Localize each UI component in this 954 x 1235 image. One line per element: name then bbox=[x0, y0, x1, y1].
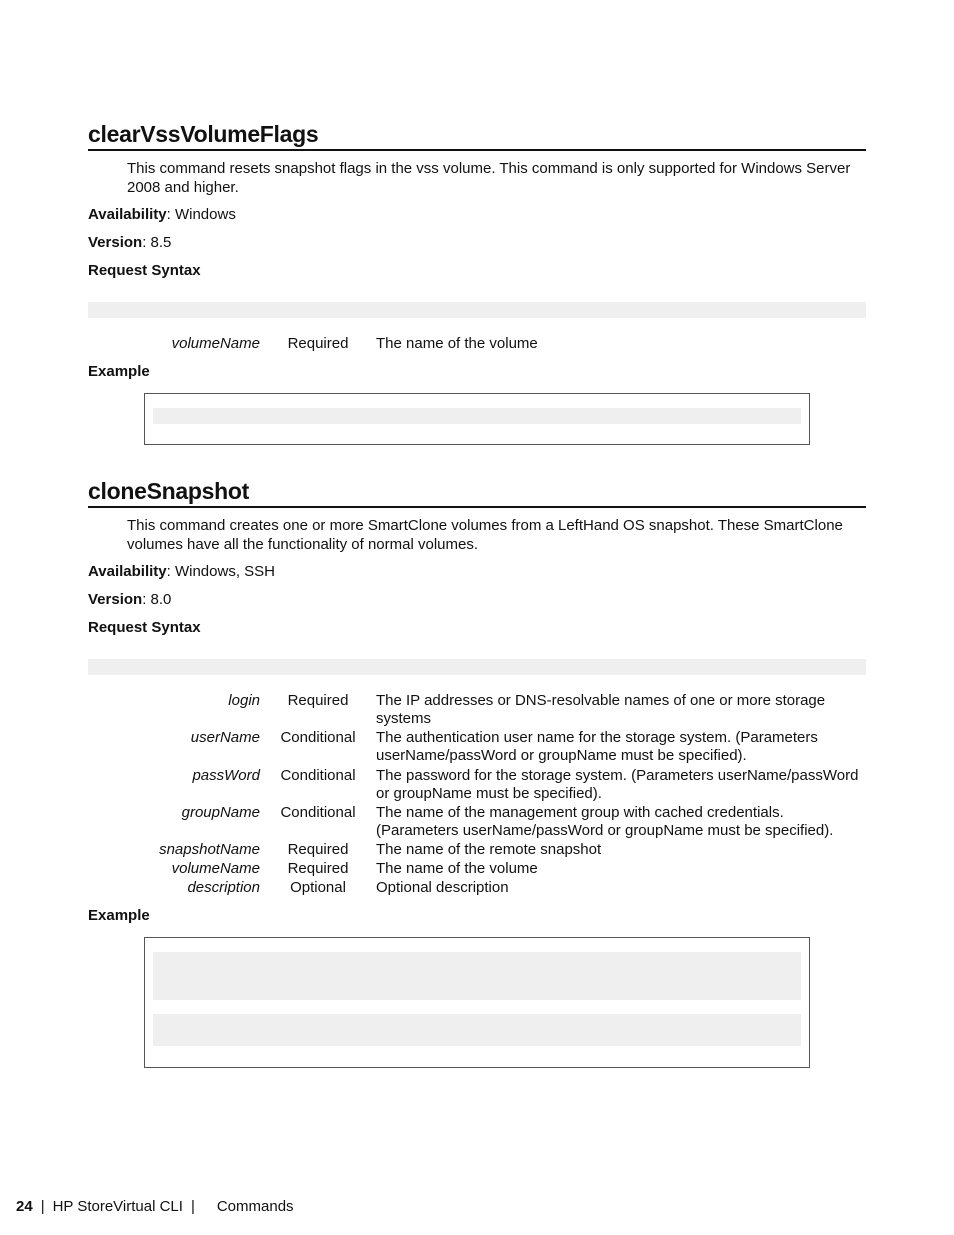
param-name: volumeName bbox=[171, 860, 260, 877]
version-value: : 8.5 bbox=[142, 234, 172, 251]
param-row bbox=[0, 692, 954, 727]
page-number: 24 bbox=[16, 1198, 33, 1215]
param-name: description bbox=[187, 879, 260, 896]
param-row bbox=[0, 729, 954, 764]
availability-value: : Windows, SSH bbox=[166, 563, 276, 580]
example-code-line bbox=[153, 1014, 801, 1046]
section-title-clonesnapshot: cloneSnapshot bbox=[88, 477, 866, 508]
param-row bbox=[0, 767, 954, 802]
request-syntax-heading: Request Syntax bbox=[88, 262, 201, 279]
param-description: The name of the volume bbox=[376, 860, 538, 877]
param-name: login bbox=[228, 692, 260, 709]
version-line bbox=[88, 233, 171, 253]
availability-value: : Windows bbox=[166, 206, 236, 223]
example-code-box bbox=[144, 393, 810, 445]
footer-divider: | bbox=[40, 1198, 45, 1215]
param-name: snapshotName bbox=[159, 841, 260, 858]
param-name: volumeName bbox=[171, 335, 260, 352]
section-description: This command creates one or more SmartClone volumes from a LeftHand OS snapshot. These SmartClone volumes have all the functionality of normal volumes. bbox=[127, 517, 843, 553]
param-name: userName bbox=[190, 729, 260, 746]
version-line bbox=[88, 590, 171, 610]
param-requirement: Conditional bbox=[280, 729, 356, 746]
page-footer bbox=[16, 1197, 294, 1217]
footer-product: HP StoreVirtual CLI bbox=[52, 1198, 183, 1215]
request-syntax-code-block bbox=[88, 659, 866, 675]
request-syntax-heading: Request Syntax bbox=[88, 619, 201, 636]
availability-label: Availability bbox=[88, 206, 167, 223]
version-label: Version bbox=[88, 591, 143, 608]
version-label: Version bbox=[88, 234, 143, 251]
param-description: The name of the management group with cached credentials. (Parameters userName/passWord or groupName must be specified). bbox=[376, 804, 834, 839]
param-requirement: Required bbox=[287, 335, 349, 352]
example-heading: Example bbox=[88, 363, 150, 380]
footer-divider: | bbox=[190, 1198, 195, 1215]
section-description: This command resets snapshot flags in the vss volume. This command is only supported for Windows Server 2008 and higher. bbox=[127, 160, 851, 196]
param-description: The IP addresses or DNS-resolvable names of one or more storage systems bbox=[376, 692, 826, 727]
param-description: The name of the volume bbox=[376, 335, 538, 352]
param-requirement: Required bbox=[287, 860, 349, 877]
param-requirement: Required bbox=[287, 692, 349, 709]
param-description: The authentication user name for the storage system. (Parameters userName/passWord or groupName must be specified). bbox=[376, 729, 818, 764]
example-code-box bbox=[144, 937, 810, 1068]
param-requirement: Conditional bbox=[280, 767, 356, 784]
availability-label: Availability bbox=[88, 563, 167, 580]
availability-line bbox=[88, 562, 275, 582]
param-row bbox=[0, 804, 954, 839]
param-description: Optional description bbox=[376, 879, 509, 896]
version-value: : 8.0 bbox=[142, 591, 172, 608]
param-name: passWord bbox=[192, 767, 260, 784]
request-syntax-code-block bbox=[88, 302, 866, 318]
param-description: The password for the storage system. (Parameters userName/passWord or groupName must be specified). bbox=[376, 767, 859, 802]
param-requirement: Required bbox=[287, 841, 349, 858]
param-row bbox=[0, 841, 954, 859]
param-name: groupName bbox=[181, 804, 260, 821]
param-requirement: Conditional bbox=[280, 804, 356, 821]
param-row bbox=[0, 335, 954, 353]
example-code-line bbox=[153, 408, 801, 424]
param-row bbox=[0, 879, 954, 897]
param-requirement: Optional bbox=[290, 879, 346, 896]
param-row bbox=[0, 860, 954, 878]
example-code-line bbox=[153, 952, 801, 1000]
section-title-clearvssvolumeflags: clearVssVolumeFlags bbox=[88, 120, 866, 151]
availability-line bbox=[88, 205, 236, 225]
example-heading: Example bbox=[88, 907, 150, 924]
param-description: The name of the remote snapshot bbox=[376, 841, 602, 858]
footer-chapter: Commands bbox=[216, 1198, 294, 1215]
